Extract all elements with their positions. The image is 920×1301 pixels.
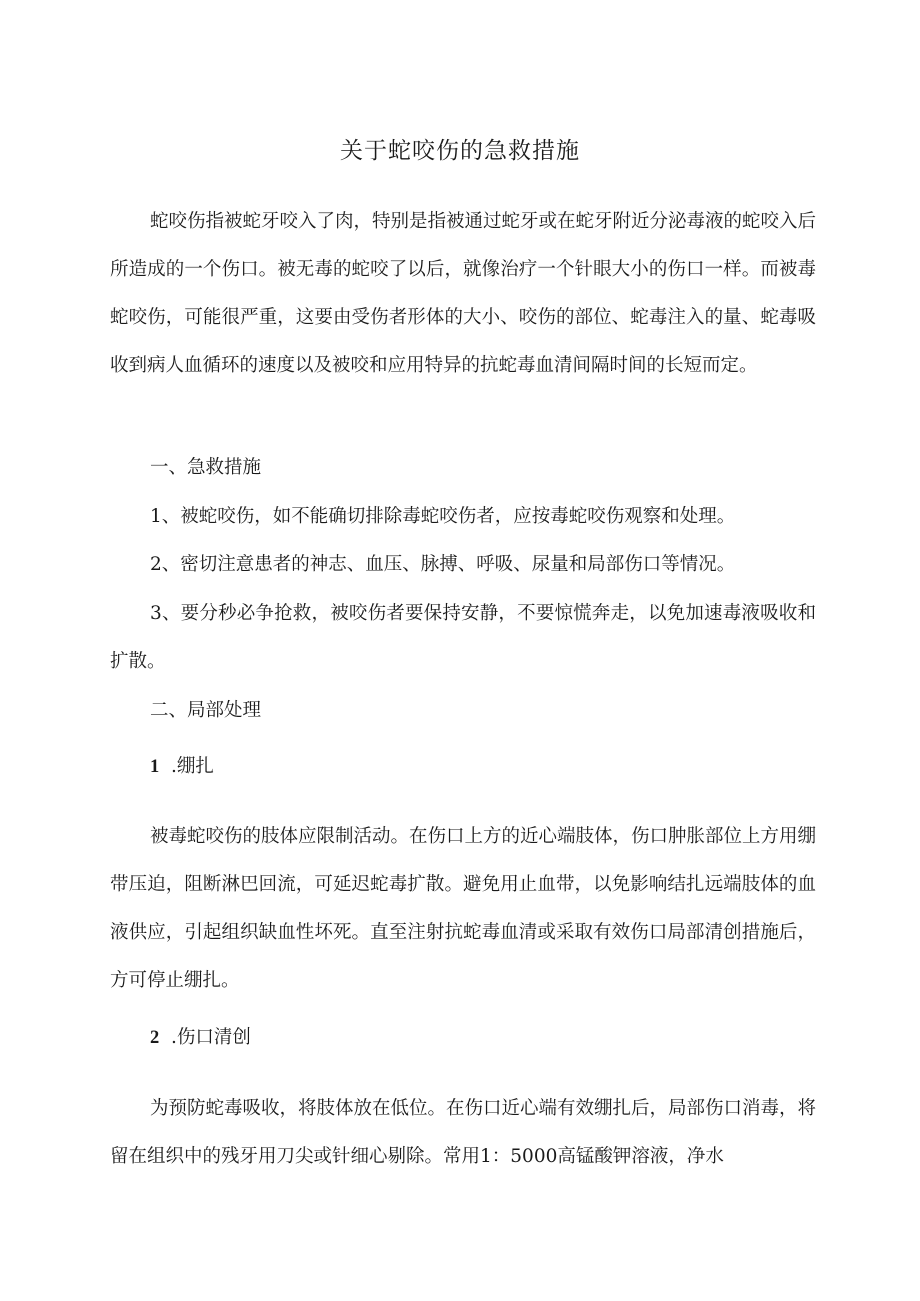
document-title: 关于蛇咬伤的急救措施 <box>340 138 580 164</box>
subsection-heading-bandaging <box>150 743 214 791</box>
bandaging-paragraph: 被毒蛇咬伤的肢体应限制活动。在伤口上方的近心端肢体，伤口肿胀部位上方用绷带压迫，阻断淋巴回流，可延迟蛇毒扩散。避免用止血带，以免影响结扎远端肢体的血液供应，引起组织缺血性坏死。直至注射抗蛇毒血清或采取有效伤口局部清创措施后，方可停止绷扎。 <box>110 826 817 991</box>
subsection-label: .伤口清创 <box>171 1027 251 1048</box>
intro-paragraph: 蛇咬伤指被蛇牙咬入了肉，特别是指被通过蛇牙或在蛇牙附近分泌毒液的蛇咬入后所造成的一个伤口。被无毒的蛇咬了以后，就像治疗一个针眼大小的伤口一样。而被毒蛇咬伤，可能很严重，这要由受伤者形体的大小、咬伤的部位、蛇毒注入的量、蛇毒吸收到病人血循环的速度以及被咬和应用特异的抗蛇毒血清间隔时间的长短而定。 <box>110 211 817 376</box>
section-heading-local-treatment: 二、局部处理 <box>150 700 262 721</box>
wound-debridement-paragraph: 为预防蛇毒吸收，将肢体放在低位。在伤口近心端有效绷扎后，局部伤口消毒，将留在组织中的残牙用刀尖或针细心剔除。常用1：5000高锰酸钾溶液，净水 <box>110 1098 817 1167</box>
subsection-number: 2 <box>150 1028 160 1048</box>
first-aid-item-1: 1、被蛇咬伤，如不能确切排除毒蛇咬伤者，应按毒蛇咬伤观察和处理。 <box>150 506 736 527</box>
section-heading-first-aid: 一、急救措施 <box>150 457 262 478</box>
subsection-heading-wound-debridement <box>150 1014 251 1062</box>
subsection-label: .绷扎 <box>171 756 214 777</box>
subsection-number: 1 <box>150 757 160 777</box>
first-aid-item-2: 2、密切注意患者的神志、血压、脉搏、呼吸、尿量和局部伤口等情况。 <box>150 554 736 575</box>
first-aid-item-3: 3、要分秒必争抢救，被咬伤者要保持安静，不要惊慌奔走，以免加速毒液吸收和扩散。 <box>110 603 816 672</box>
